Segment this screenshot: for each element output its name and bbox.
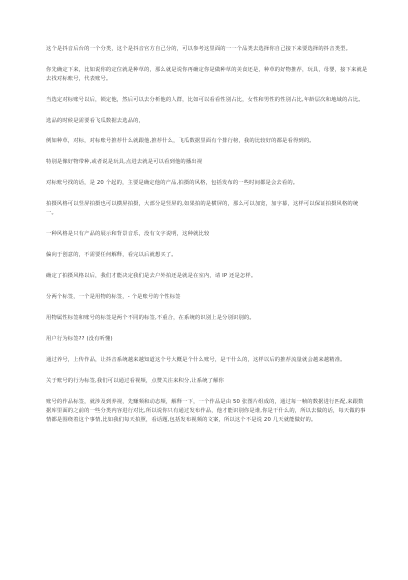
paragraph: 选品的时候是需要看飞瓜数据去选品的， [46,118,145,124]
paragraph: 对标账号找的话，是 20 个起的，主要是确定他的产品,拍摄的风格，包括发布的一些时间都是会去看的。 [46,180,299,186]
paragraph: 你先确定下来，比如说你的定位就是种草的，那么就是说你再确定你是做种草的美食还是，种草的好物推荐，玩具，母婴，接下来就是去找对标账号，代表账号。 [46,67,368,82]
paragraph: 拍摄风格可以竖屏拍摄也可以横屏拍摄，大部分是竖屏的,如果拍的是横屏的，那么可以加宽，加字幕，这样可以保证拍摄风格的统一。 [46,201,359,216]
paragraph: 这个是抖音后台的一个分类，这个是抖音官方自己分的，可以参考这里面的一一个品类去选择你自己接下来要选择的抖音类型。 [46,46,352,52]
paragraph: 用物属性标签和账号的标签是两个不同的标签,不重合，在系统的识别上是分别识别的。 [46,315,255,321]
paragraph: 偏向于创意的，不需要任何解释，看完以后就想买了。 [46,252,177,258]
paragraph: 关于账号的行为标签,我们可以通过看视频，点赞关注来积分,让系统了解你 [46,378,224,384]
paragraph: 分两个标签，一个是用物的标签，- 个是账号的个性标签 [46,294,181,300]
paragraph: 特别是像好物带种,或者说是玩具,点进去就是可以看到他的播出视 [46,159,203,165]
paragraph: 一种风格是只有产品的展示和背景音乐，没有文字说明，这种就比较 [46,231,210,237]
paragraph: 通过养号，上传作品，让抖音系统越来越知道这个号大概是个什么账号，是干什么的，这样以后的推荐流量就会越来越精准。 [46,357,346,363]
paragraph: 用户行为标签?? (没有听懂) [46,336,113,342]
paragraph: 确定了拍摄风格以后，我们才能决定我们是去户外拍还是就是在室内，请 IP 还是怎样。 [46,273,257,279]
paragraph: 账号的作品标签，就涉及到养视，先赚频和动态频，解释一下，一个作品是由 50 张图片组成的，通过每一帧的数据进行匹配,来跟数据库里面的之前的一些分类内容进行对比,所以说你只有通过发布作品，他才能识别你是谁,你是干什么的，所以去做的话，每天做的事情都是围绕着这个事情,比如我们每天拍照，看话题,包括发布视频的文案，所以这个不是说 20 几天就能做好的。 [46,399,366,423]
paragraph: 例如种草，对标，对标账号推荐什么就跟他,推荐什么，飞瓜数据里面有个排行榜，我的比较好的都是看得到的。 [46,138,315,144]
paragraph: 当选定对标账号以后，锁定他，然后可以去分析他的人群，比如可以看看性别占比，女性和男性的性别占比,年龄层次和地域的占比。 [46,97,364,103]
